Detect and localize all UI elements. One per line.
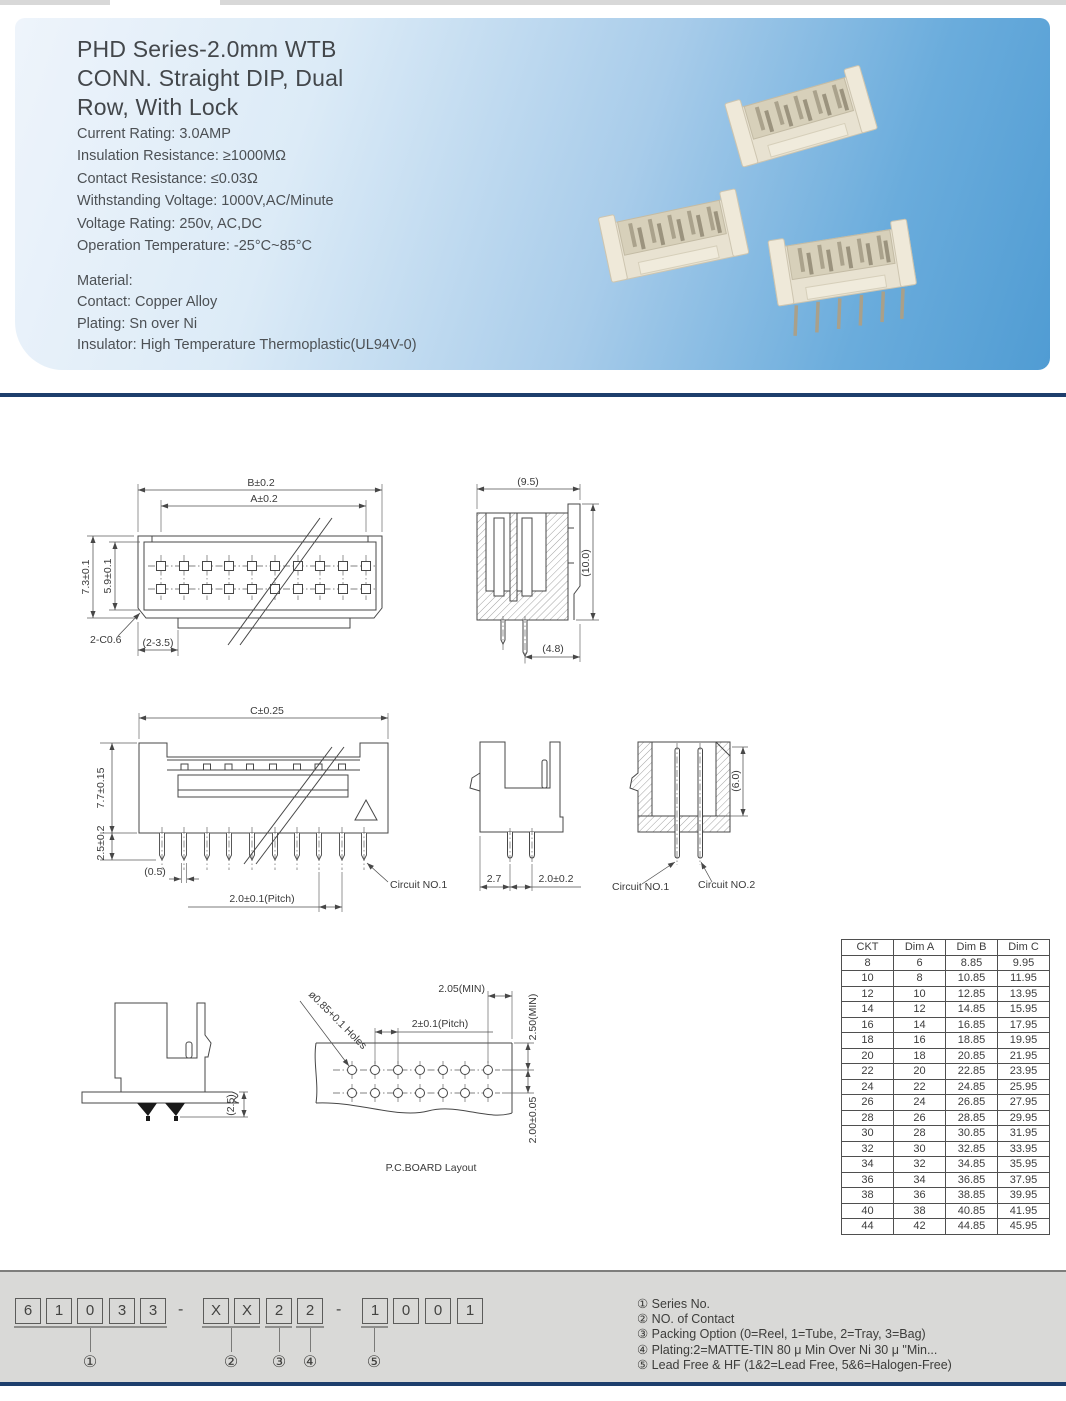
pn-digit-box: 3 (109, 1298, 135, 1324)
dim-label-25: (2.5) (225, 1094, 237, 1116)
dim-label-pitch: 2.0±0.1(Pitch) (229, 893, 295, 905)
table-row: 40 38 40.85 41.95 (842, 1203, 1050, 1219)
material-line: Plating: Sn over Ni (77, 315, 198, 332)
table-row: 12 10 12.85 13.95 (842, 986, 1050, 1002)
pn-marker: ② (223, 1354, 239, 1371)
material-line: Insulator: High Temperature Thermoplastic(UL94V-0) (77, 337, 417, 354)
pn-leader-3 (279, 1328, 280, 1352)
pn-leader-5 (374, 1328, 375, 1352)
top-view-drawing (78, 460, 478, 670)
title-line-2: CONN. Straight DIP, Dual (77, 65, 344, 91)
table-row: 36 34 36.85 37.95 (842, 1172, 1050, 1188)
pn-digit-box: 2 (297, 1298, 323, 1324)
legend-line: ③ Packing Option (0=Reel, 1=Tube, 2=Tray, 3=Bag) (637, 1327, 926, 1342)
pn-marker: ⑤ (366, 1354, 382, 1371)
column-header: Dim B (946, 940, 998, 956)
pn-digit-box: 0 (425, 1298, 451, 1324)
circuit2-label: Circuit NO.2 (698, 879, 756, 891)
holes-note: ø0.85+0.1 Holes (305, 988, 370, 1052)
pn-legend (637, 1297, 952, 1373)
pn-marker: ① (82, 1354, 98, 1371)
table-header-row (842, 940, 1050, 956)
pn-leader-1 (90, 1328, 91, 1352)
spec-line: Contact Resistance: ≤0.03Ω (77, 170, 258, 187)
pn-digit-box: 1 (457, 1298, 483, 1324)
dim-label-25: 2.5±0.2 (95, 825, 107, 861)
spec-line: Withstanding Voltage: 1000V,AC/Minute (77, 193, 334, 210)
pn-digit-box: 1 (46, 1298, 72, 1324)
table-row: 14 12 14.85 15.95 (842, 1002, 1050, 1018)
pn-digit-box: 0 (77, 1298, 103, 1324)
chamfer-note: 2-C0.6 (90, 634, 122, 646)
table-row: 28 26 28.85 29.95 (842, 1110, 1050, 1126)
circuit1-label: Circuit NO.1 (390, 879, 448, 891)
dim-label-C: C±0.25 (250, 705, 284, 717)
table-row: 20 18 20.85 21.95 (842, 1048, 1050, 1064)
pn-dash: - (178, 1301, 184, 1318)
circuit1-label: Circuit NO.1 (612, 881, 670, 893)
table-row: 18 16 18.85 19.95 (842, 1033, 1050, 1049)
pn-digit-box: X (203, 1298, 229, 1324)
title-line-3: Row, With Lock (77, 94, 239, 120)
dim-label-pitch: 2±0.1(Pitch) (411, 1018, 469, 1030)
table-row: 16 14 16.85 17.95 (842, 1017, 1050, 1033)
dim-label-27: 2.7 (486, 873, 502, 885)
page-edge-gap (110, 0, 220, 5)
dim-label-100: (10.0) (580, 549, 592, 577)
pn-digit-box: 1 (362, 1298, 388, 1324)
ckt-table (841, 939, 1050, 1235)
page-title (77, 35, 343, 122)
pn-digit-box: 3 (140, 1298, 166, 1324)
column-header: Dim C (998, 940, 1050, 956)
column-header: CKT (842, 940, 894, 956)
title-line-1: PHD Series-2.0mm WTB (77, 36, 337, 62)
table-row: 44 42 44.85 45.95 (842, 1219, 1050, 1235)
table-row: 32 30 32.85 33.95 (842, 1141, 1050, 1157)
table-row: 8 6 8.85 9.95 (842, 955, 1050, 971)
front-view-drawing (92, 702, 472, 917)
dim-label-77: 7.7±0.15 (95, 767, 107, 809)
pcb-side-drawing (72, 995, 252, 1135)
column-header: Dim A (894, 940, 946, 956)
table-row: 10 8 10.85 11.95 (842, 971, 1050, 987)
section-divider (0, 393, 1066, 397)
dim-label-edge: 2.05(MIN) (438, 983, 485, 995)
dim-label-A: A±0.2 (250, 493, 278, 505)
product-photo (555, 40, 1065, 365)
dim-label-05: (0.5) (144, 866, 166, 878)
table-row: 34 32 34.85 35.95 (842, 1157, 1050, 1173)
dim-label-59: 5.9±0.1 (102, 558, 114, 594)
pn-digit-box: X (234, 1298, 260, 1324)
spec-line: Current Rating: 3.0AMP (77, 126, 231, 142)
pn-digit-box: 0 (393, 1298, 419, 1324)
dim-label-B: B±0.2 (247, 477, 275, 489)
dim-label-notch: (2-3.5) (142, 637, 174, 649)
hero-panel (15, 18, 1050, 370)
connector-photo-left (598, 189, 749, 283)
legend-line: ② NO. of Contact (637, 1312, 735, 1327)
side-section-rear-drawing (598, 738, 778, 898)
material-list (77, 271, 417, 357)
connector-photo-right (768, 219, 922, 338)
dim-label-20: 2.0±0.2 (538, 873, 574, 885)
side-outline-drawing (455, 738, 585, 898)
pn-digit-box: 2 (266, 1298, 292, 1324)
pn-dash: - (336, 1301, 342, 1318)
pn-marker: ④ (302, 1354, 318, 1371)
spec-list (77, 123, 334, 257)
pn-marker: ③ (271, 1354, 287, 1371)
table-row: 38 36 38.85 39.95 (842, 1188, 1050, 1204)
spec-line: Voltage Rating: 250v, AC,DC (77, 215, 263, 232)
legend-line: ④ Plating:2=MATTE-TIN 80 μ Min Over Ni 30 μ "Min... (637, 1342, 938, 1357)
spec-line: Operation Temperature: -25°C~85°C (77, 238, 312, 255)
pn-leader-2 (231, 1328, 232, 1352)
table-row: 26 24 26.85 27.95 (842, 1095, 1050, 1111)
table-row: 30 28 30.85 31.95 (842, 1126, 1050, 1142)
connector-photo-top (725, 65, 878, 167)
legend-line: ① Series No. (637, 1297, 711, 1311)
pcb-layout-drawing (288, 975, 578, 1185)
table-row: 24 22 24.85 25.95 (842, 1079, 1050, 1095)
dim-label-rowtop: 2.50(MIN) (527, 993, 539, 1041)
dim-label-95: (9.5) (517, 476, 539, 488)
dim-label-73: 7.3±0.1 (80, 559, 92, 595)
part-number-panel (0, 1270, 1066, 1386)
legend-line: ⑤ Lead Free & HF (1&2=Lead Free, 5&6=Halogen-Free) (637, 1357, 952, 1372)
table-row: 22 20 22.85 23.95 (842, 1064, 1050, 1080)
material-line: Material: (77, 273, 133, 289)
material-line: Contact: Copper Alloy (77, 294, 218, 311)
spec-line: Insulation Resistance: ≥1000MΩ (77, 148, 287, 165)
side-section-drawing (468, 468, 608, 678)
pn-digit-box: 6 (15, 1298, 41, 1324)
dim-label-rowgap: 2.00±0.05 (527, 1096, 539, 1144)
dim-label-60: (6.0) (730, 770, 742, 792)
dim-label-48: (4.8) (542, 643, 564, 655)
pcb-layout-caption: P.C.BOARD Layout (385, 1162, 477, 1174)
pn-leader-4 (310, 1328, 311, 1352)
ckt-table-body (842, 955, 1050, 1234)
